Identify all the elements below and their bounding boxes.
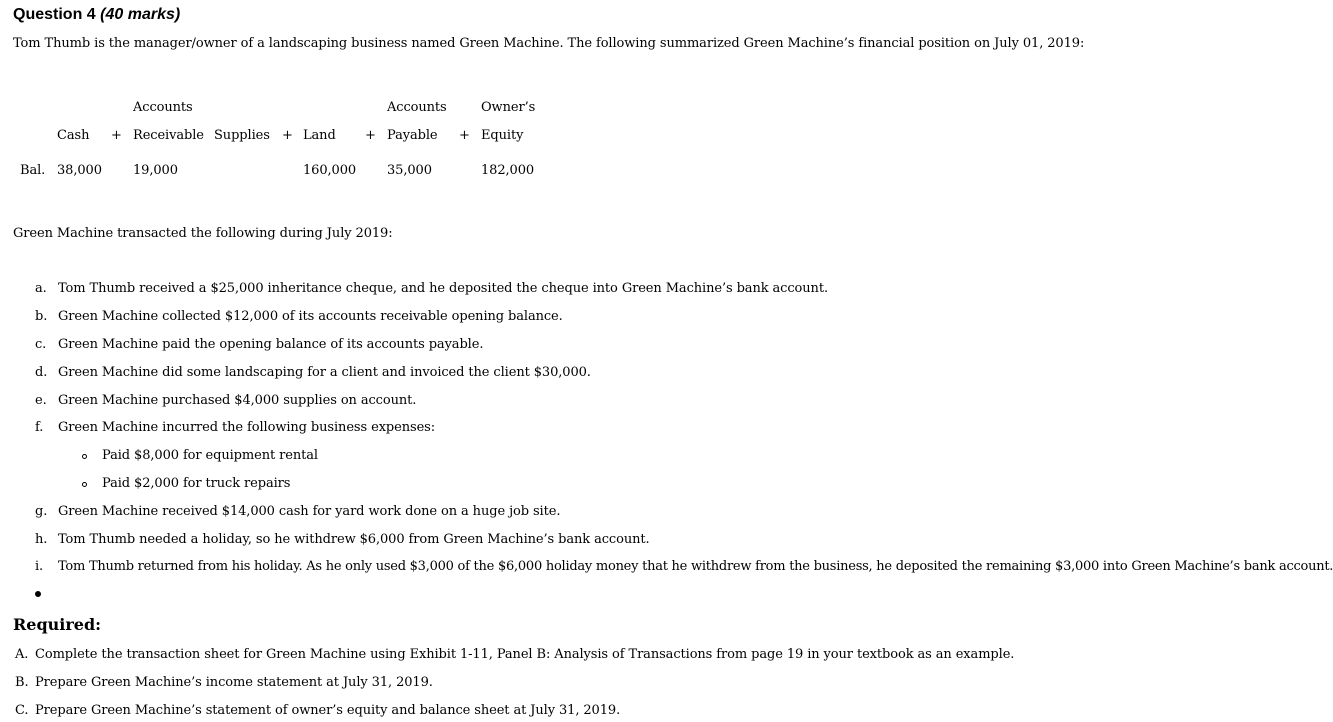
- list-item: Green Machine incurred the following business expenses:: [58, 420, 436, 435]
- list-item-letter: f.: [35, 420, 44, 435]
- list-item-letter: g.: [35, 504, 48, 519]
- balance-label: Bal.: [20, 163, 46, 178]
- balance-cash: 38,000: [57, 163, 102, 178]
- list-item-letter: B.: [15, 675, 29, 690]
- list-item: Tom Thumb returned from his holiday. As he only used $3,000 of the $6,000 holiday money that he withdrew from the business, he deposited the remaining $3,000 into Green Machine’s bank account.: [58, 559, 1333, 574]
- list-item: Green Machine collected $12,000 of its accounts receivable opening balance.: [58, 309, 563, 324]
- circle-bullet-icon: [82, 482, 87, 487]
- intro-text: Tom Thumb is the manager/owner of a landscaping business named Green Machine. The following summarized Green Machine’s financial position on July 01, 2019:: [13, 36, 1085, 51]
- sub-list-item: Paid $8,000 for equipment rental: [102, 448, 318, 463]
- balance-accounts-receivable: 19,000: [133, 163, 178, 178]
- balance-accounts-payable: 35,000: [387, 163, 432, 178]
- list-item-letter: a.: [35, 281, 47, 296]
- plus-sign: +: [459, 128, 470, 143]
- list-item-letter: e.: [35, 393, 47, 408]
- header-payable: Payable: [387, 128, 438, 143]
- header-accounts-payable-top: Accounts: [387, 100, 447, 115]
- header-land: Land: [303, 128, 336, 143]
- transactions-intro: Green Machine transacted the following during July 2019:: [13, 226, 393, 241]
- question-title: [13, 6, 180, 24]
- header-owners-equity-top: Owner’s: [481, 100, 536, 115]
- list-item-letter: A.: [15, 647, 29, 662]
- list-item-letter: d.: [35, 365, 48, 380]
- header-cash: Cash: [57, 128, 90, 143]
- list-item: Tom Thumb needed a holiday, so he withdrew $6,000 from Green Machine’s bank account.: [58, 532, 650, 547]
- header-equity: Equity: [481, 128, 524, 143]
- circle-bullet-icon: [82, 454, 87, 459]
- header-supplies: Supplies: [214, 128, 270, 143]
- list-item: Green Machine did some landscaping for a client and invoiced the client $30,000.: [58, 365, 591, 380]
- question-number: Question 4: [13, 6, 96, 23]
- list-item: Tom Thumb received a $25,000 inheritance cheque, and he deposited the cheque into Green Machine’s bank account.: [58, 281, 828, 296]
- header-accounts-receivable-top: Accounts: [133, 100, 193, 115]
- list-item-letter: h.: [35, 532, 48, 547]
- list-item-letter: b.: [35, 309, 48, 324]
- bullet-icon: [35, 591, 41, 597]
- question-marks: (40 marks): [100, 6, 181, 23]
- header-receivable: Receivable: [133, 128, 204, 143]
- plus-sign: +: [365, 128, 376, 143]
- list-item: Prepare Green Machine’s statement of owner’s equity and balance sheet at July 31, 2019.: [35, 703, 621, 718]
- plus-sign: +: [111, 128, 122, 143]
- list-item: Complete the transaction sheet for Green Machine using Exhibit 1-11, Panel B: Analysis of Transactions from page 19 in your textbook as an example.: [35, 647, 1015, 662]
- list-item-letter: c.: [35, 337, 47, 352]
- list-item: Green Machine paid the opening balance of its accounts payable.: [58, 337, 484, 352]
- sub-list-item: Paid $2,000 for truck repairs: [102, 476, 291, 491]
- balance-owners-equity: 182,000: [481, 163, 535, 178]
- list-item-letter: C.: [15, 703, 29, 718]
- list-item-letter: i.: [35, 559, 44, 574]
- balance-land: 160,000: [303, 163, 357, 178]
- required-heading: Required:: [13, 615, 102, 634]
- list-item: Green Machine received $14,000 cash for yard work done on a huge job site.: [58, 504, 561, 519]
- list-item: Prepare Green Machine’s income statement at July 31, 2019.: [35, 675, 433, 690]
- list-item: Green Machine purchased $4,000 supplies on account.: [58, 393, 417, 408]
- plus-sign: +: [282, 128, 293, 143]
